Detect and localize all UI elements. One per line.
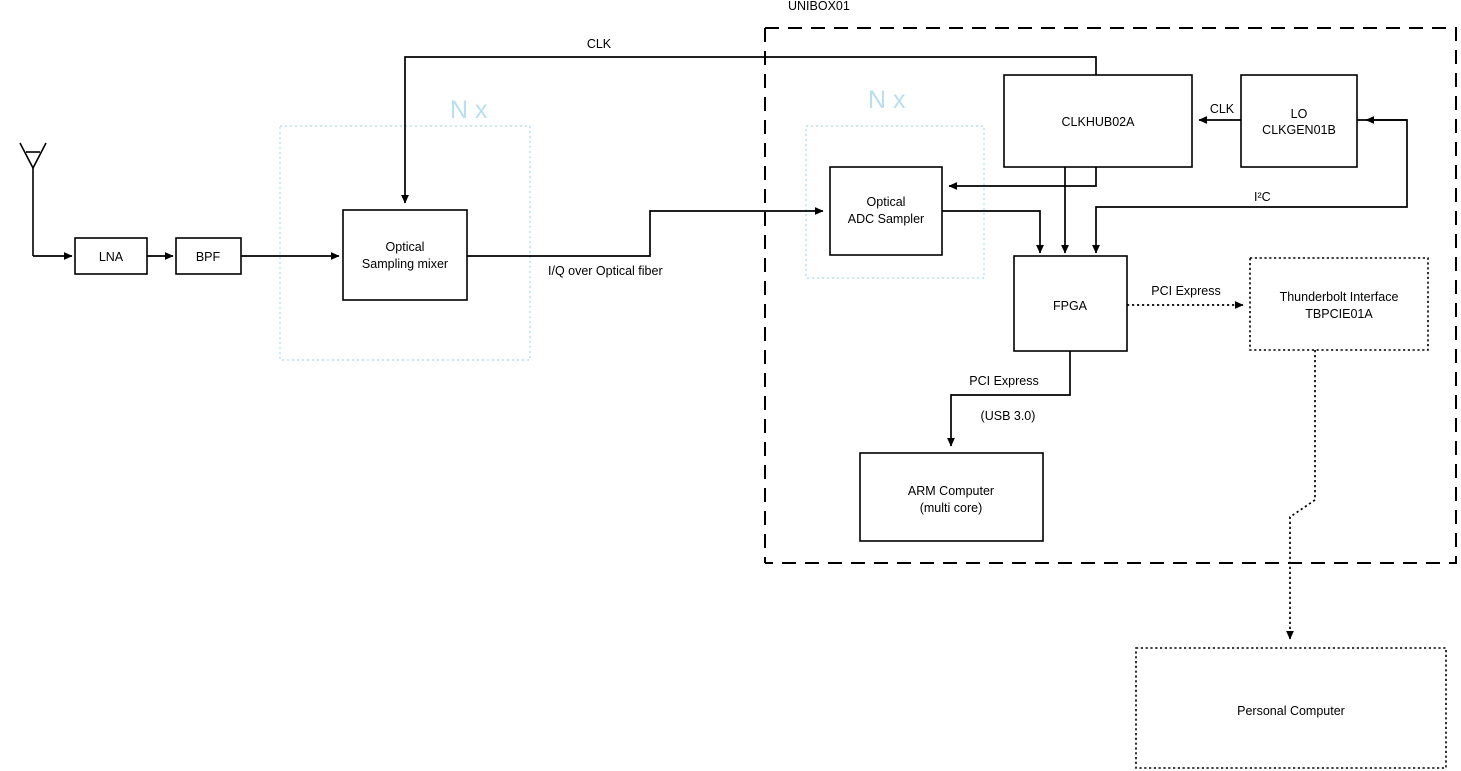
block-fpga-label: FPGA [1052, 299, 1088, 313]
nx-label-adc: N x [868, 86, 906, 114]
edge-clk-to-mixer [405, 57, 1096, 203]
block-clkhub-label: CLKHUB02A [1061, 115, 1135, 129]
edge-clkhub-to-adc [949, 167, 1096, 186]
antenna-icon [20, 143, 46, 256]
edge-label-clk-top: CLK [586, 37, 612, 51]
block-adc-label-line1: Optical [866, 195, 906, 209]
edge-label-i2c: I²C [1254, 190, 1271, 204]
edge-label-clk-lo: CLK [1209, 102, 1235, 116]
block-arm-label-line2: (multi core) [919, 501, 983, 515]
block-arm-label-line1: ARM Computer [907, 484, 995, 498]
block-thunderbolt-label-line2: TBPCIE01A [1305, 307, 1373, 321]
unibox-label: UNIBOX01 [788, 0, 850, 13]
edge-thunderbolt-pc [1290, 350, 1315, 639]
nx-label-analog: N x [450, 96, 488, 124]
block-optical-adc-sampler [830, 167, 942, 255]
block-thunderbolt-interface [1250, 258, 1428, 350]
block-lo-clkgen01b [1241, 75, 1357, 167]
block-lo-label-line2: CLKGEN01B [1262, 123, 1336, 137]
edge-label-pcie-thunderbolt: PCI Express [1151, 284, 1221, 298]
block-optical-sampling-mixer [343, 210, 467, 300]
edge-label-usb3: (USB 3.0) [980, 409, 1036, 423]
edge-adc-to-fpga [942, 211, 1040, 253]
block-pc-label: Personal Computer [1237, 704, 1345, 718]
block-lo-label-line1: LO [1290, 107, 1308, 121]
block-bpf-label: BPF [195, 250, 221, 264]
block-mixer-label-line2: Sampling mixer [361, 257, 449, 271]
edge-label-iq: I/Q over Optical fiber [548, 264, 663, 278]
edge-fpga-arm [951, 351, 1070, 446]
block-adc-label-line2: ADC Sampler [847, 212, 925, 226]
block-mixer-label-line1: Optical [385, 240, 425, 254]
block-lna-label: LNA [98, 250, 124, 264]
block-thunderbolt-label-line1: Thunderbolt Interface [1279, 290, 1399, 304]
edge-iq-fiber [467, 211, 823, 256]
edge-label-pcie-arm: PCI Express [969, 374, 1039, 388]
